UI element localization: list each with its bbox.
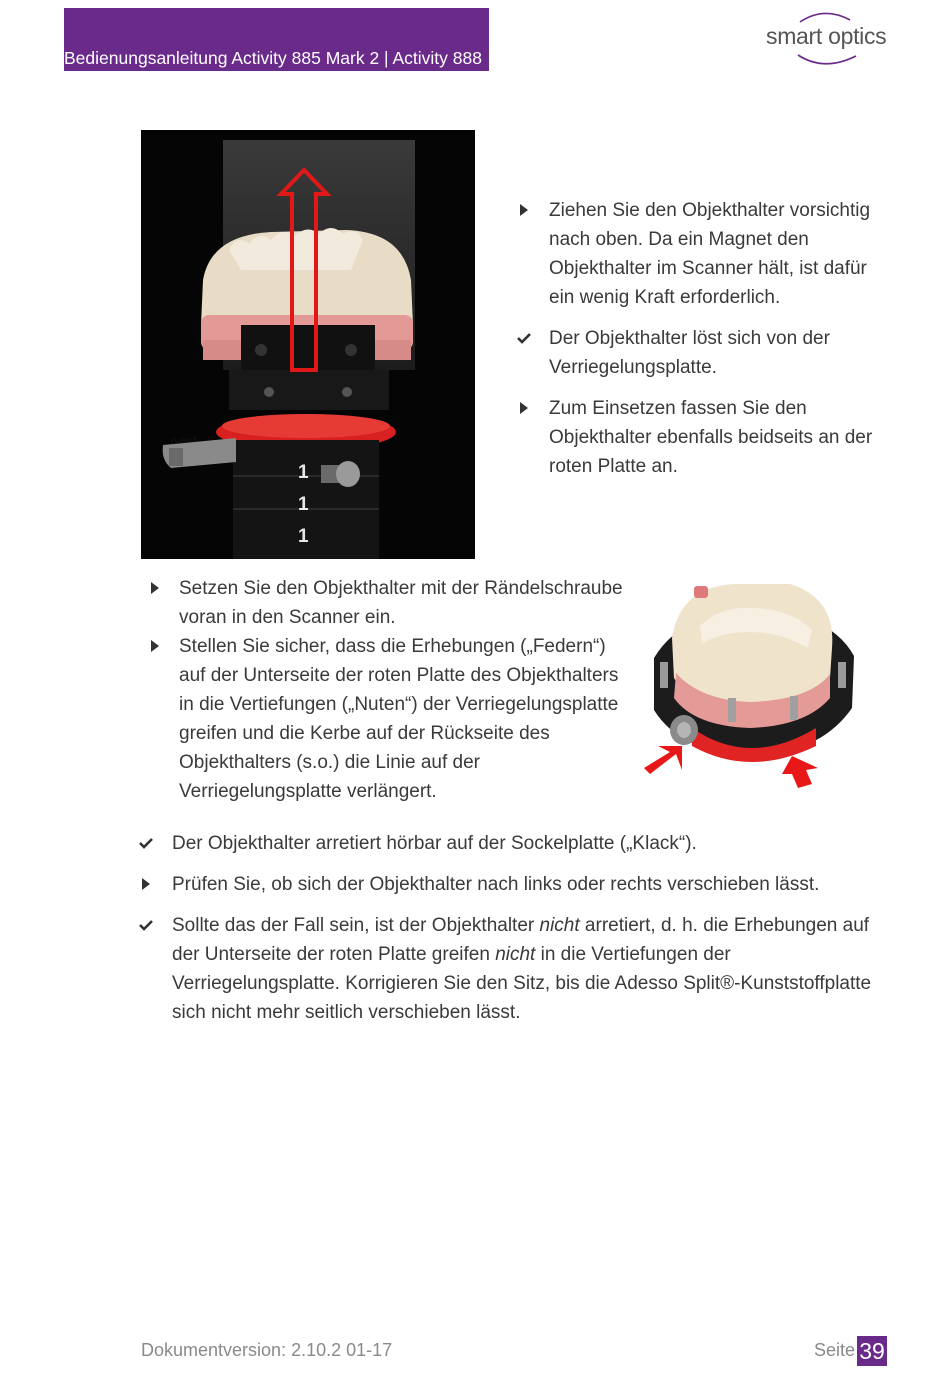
list-item [515,324,895,382]
list-item [146,632,626,806]
list-item [146,574,626,632]
holder-insertion-photo [640,578,870,794]
triangle-right-icon [139,877,153,891]
list-item [137,829,897,858]
list-item [137,911,897,1027]
triangle-right-icon [148,639,162,653]
list-item [515,196,895,312]
list-item-text: Ziehen Sie den Objekthalter vorsichtig nach oben. Da ein Magnet den Objekthalter im Scanner hält, ist dafür ein wenig Kraft erforderlich. [549,200,871,308]
scale-mark-1: 1 [298,462,309,483]
list-item-text: Stellen Sie sicher, dass die Erhebungen („Federn“) auf der Unterseite der roten Platte des Objekthalters in die Vertiefungen („Nuten“) der Verriegelungsplatte greifen und die Kerbe auf der Rückseite des Objekthalters (s.o.) die Linie auf der Verriegelungsplatte verlängert. [179,636,619,802]
check-icon [517,331,531,345]
list-item-text: Der Objekthalter arretiert hörbar auf der Sockelplatte („Klack“). [172,833,697,854]
check-icon [139,918,153,932]
check-icon [139,836,153,850]
scale-mark-2: 1 [298,494,309,515]
document-version: Dokumentversion: 2.10.2 01-17 [141,1340,393,1360]
text-segment: arretiert, d. h. die Erhebungen auf der Unterseite der roten Platte greifen [172,915,870,965]
list-item [515,394,895,481]
verification-steps-list [137,829,897,1039]
list-item-text: Zum Einsetzen fassen Sie den Objekthalter ebenfalls beidseits an der roten Platte an. [549,398,873,477]
emphasis-nicht: nicht [495,944,536,965]
triangle-right-icon [517,203,531,217]
header-band [64,8,489,71]
insertion-steps-list [146,574,626,806]
list-item-text [172,915,871,1023]
removal-steps-list [515,196,895,493]
text-segment: in die Vertiefungen der Verriegelungsplatte. Korrigieren Sie den Sitz, bis die Adesso Split®-Kunststoffplatte sich nicht mehr seitlich verschieben lässt. [172,944,872,1023]
triangle-right-icon [148,581,162,595]
triangle-right-icon [517,401,531,415]
list-item-text: Der Objekthalter löst sich von der Verriegelungsplatte. [549,328,830,378]
list-item-text: Setzen Sie den Objekthalter mit der Rändelschraube voran in den Scanner ein. [179,578,623,628]
page-number: 39 [857,1336,887,1366]
page-label: Seite [814,1340,856,1360]
header-title: Bedienungsanleitung Activity 885 Mark 2 | Activity 888 [64,48,482,68]
list-item [137,870,897,899]
unlock-label: Unlock [170,434,199,447]
list-item-text: Prüfen Sie, ob sich der Objekthalter nach links oder rechts verschieben lässt. [172,874,820,895]
scale-mark-3: 1 [298,526,309,547]
logo-text: smart optics [766,23,887,49]
smart-optics-logo [762,10,888,68]
holder-removal-photo [141,130,475,559]
emphasis-nicht: nicht [539,915,580,936]
text-segment: Sollte das der Fall sein, ist der Objekthalter [172,915,540,936]
